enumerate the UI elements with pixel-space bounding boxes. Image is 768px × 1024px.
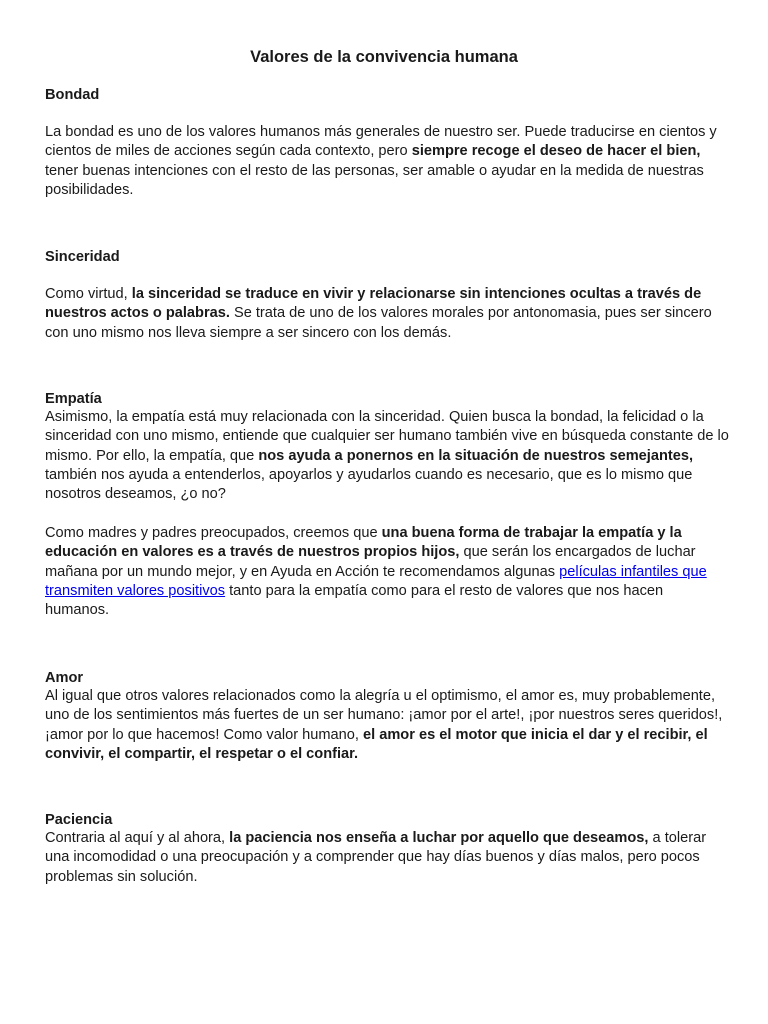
peliculas-infantiles-link[interactable]: películas infantiles que transmiten valores positivos: [45, 563, 707, 599]
paragraph-sinceridad: [45, 285, 729, 343]
text-span: Al igual que otros valores relacionados como la alegría u el optimismo, el amor es, muy probablemente, uno de los sentimientos más fuertes de un ser humano: ¡amor por el arte!, ¡por nuestros seres queridos!, ¡amor por lo que hacemos! Como valor humano,: [45, 688, 723, 743]
text-span: que serán los encargados de luchar mañana por un mundo mejor, y en Ayuda en Acción te recomendamos algunas: [45, 544, 696, 580]
text-span: tener buenas intenciones con el resto de las personas, ser amable o ayudar en la medida de nuestras posibilidades.: [45, 162, 704, 198]
paragraph-empatia-1: [45, 408, 729, 504]
section-heading-empatia: Empatía: [45, 391, 102, 407]
bold-text: la sinceridad se traduce en vivir y relacionarse sin intenciones ocultas a través de nuestros actos o palabras.: [45, 286, 702, 322]
text-span: La bondad es uno de los valores humanos más generales de nuestro ser. Puede traducirse en cientos y cientos de miles de acciones según cada contexto, pero: [45, 124, 717, 160]
text-span: también nos ayuda a entenderlos, apoyarlos y ayudarlos cuando es necesario, que es lo mismo que nosotros deseamos, ¿o no?: [45, 466, 693, 503]
paragraph-paciencia: [45, 829, 729, 887]
section-heading-bondad: Bondad: [45, 87, 100, 103]
section-heading-sinceridad: Sinceridad: [45, 249, 120, 265]
text-span: Asimismo, la empatía está muy relacionada con la sinceridad. Quien busca la bondad, la felicidad o la sinceridad con uno mismo, entiende que cualquier ser humano también vive en búsqueda constante de lo mismo. Por ello, la empatía, que: [45, 409, 729, 464]
bold-text: el amor es el motor que inicia el dar y el recibir, el convivir, el compartir, el respetar o el confiar.: [45, 726, 708, 762]
bold-text: nos ayuda a ponernos en la situación de nuestros semejantes,: [258, 447, 694, 464]
text-span: Contraria al aquí y al ahora,: [45, 830, 230, 846]
bold-text: la paciencia nos enseña a luchar por aquello que deseamos,: [229, 830, 649, 846]
paragraph-empatia-2: [45, 524, 729, 620]
section-heading-paciencia: Paciencia: [45, 812, 113, 828]
paragraph-bondad: [45, 123, 729, 200]
bold-text: una buena forma de trabajar la empatía y la educación en valores es a través de nuestros propios hijos,: [45, 525, 682, 561]
document-title: Valores de la convivencia humana: [250, 48, 518, 66]
text-span: a tolerar una incomodidad o una preocupación y a comprender que hay días buenos y días malos, pero pocos problemas sin solución.: [45, 830, 707, 885]
text-span: tanto para la empatía como para el resto de valores que nos hacen humanos.: [45, 582, 664, 619]
section-heading-amor: Amor: [45, 670, 84, 686]
bold-text: siempre recoge el deseo de hacer el bien,: [411, 143, 701, 160]
text-span: Como virtud,: [45, 286, 132, 302]
paragraph-amor: [45, 687, 729, 764]
text-span: Como madres y padres preocupados, creemos que: [45, 525, 382, 541]
text-span: Se trata de uno de los valores morales por antonomasia, pues ser sincero con uno mismo nos lleva siempre a ser sincero con los demás.: [45, 305, 712, 341]
